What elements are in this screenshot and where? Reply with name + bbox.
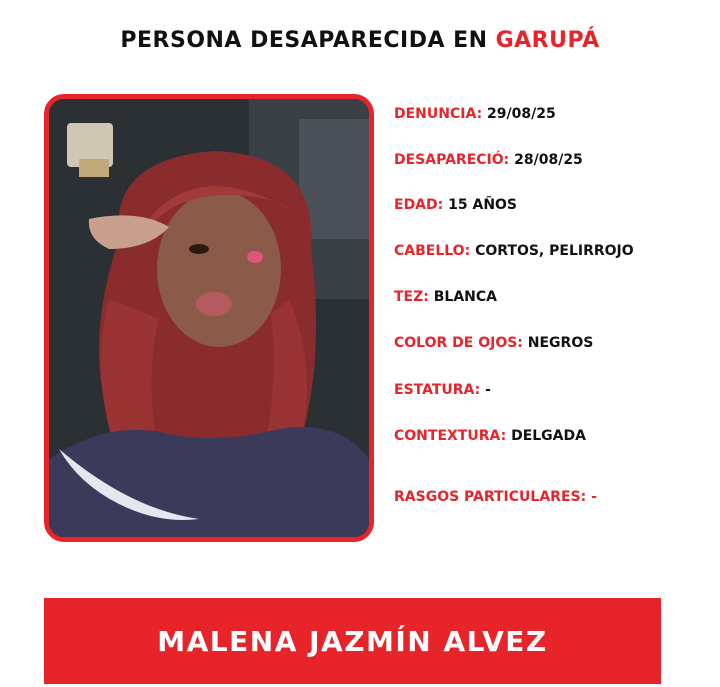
- detail-value: -: [485, 382, 491, 398]
- detail-estatura: [394, 382, 491, 398]
- detail-value: CORTOS, PELIRROJO: [475, 243, 634, 259]
- title-location: GARUPÁ: [495, 28, 600, 53]
- detail-label: ESTATURA:: [394, 382, 481, 398]
- photo-illustration: [49, 99, 369, 537]
- detail-label: CABELLO:: [394, 243, 471, 259]
- detail-color-de-ojos: [394, 335, 593, 351]
- title-text: PERSONA DESAPARECIDA EN: [120, 28, 488, 53]
- detail-value: -: [591, 489, 597, 505]
- detail-value: 29/08/25: [487, 106, 556, 122]
- detail-value: 15 AÑOS: [448, 197, 518, 213]
- detail-denuncia: [394, 106, 556, 122]
- detail-label: TEZ:: [394, 289, 429, 305]
- detail-label: DESAPARECIÓ:: [394, 152, 510, 168]
- detail-value: DELGADA: [511, 428, 586, 444]
- missing-person-photo: [44, 94, 374, 542]
- detail-value: BLANCA: [433, 289, 498, 305]
- detail-value: NEGROS: [527, 335, 594, 351]
- detail-edad: [394, 197, 517, 213]
- detail-rasgos-particulares: [394, 489, 597, 505]
- detail-value: 28/08/25: [514, 152, 583, 168]
- person-name: MALENA JAZMÍN ALVEZ: [157, 624, 548, 658]
- poster-title: [0, 28, 720, 53]
- detail-label: RASGOS PARTICULARES:: [394, 489, 587, 505]
- detail-label: EDAD:: [394, 197, 444, 213]
- detail-tez: [394, 289, 497, 305]
- detail-contextura: [394, 428, 586, 444]
- detail-desaparecio: [394, 152, 583, 168]
- detail-label: COLOR DE OJOS:: [394, 335, 523, 351]
- detail-cabello: [394, 243, 634, 259]
- detail-label: DENUNCIA:: [394, 106, 483, 122]
- detail-label: CONTEXTURA:: [394, 428, 507, 444]
- person-name-banner: [44, 598, 661, 684]
